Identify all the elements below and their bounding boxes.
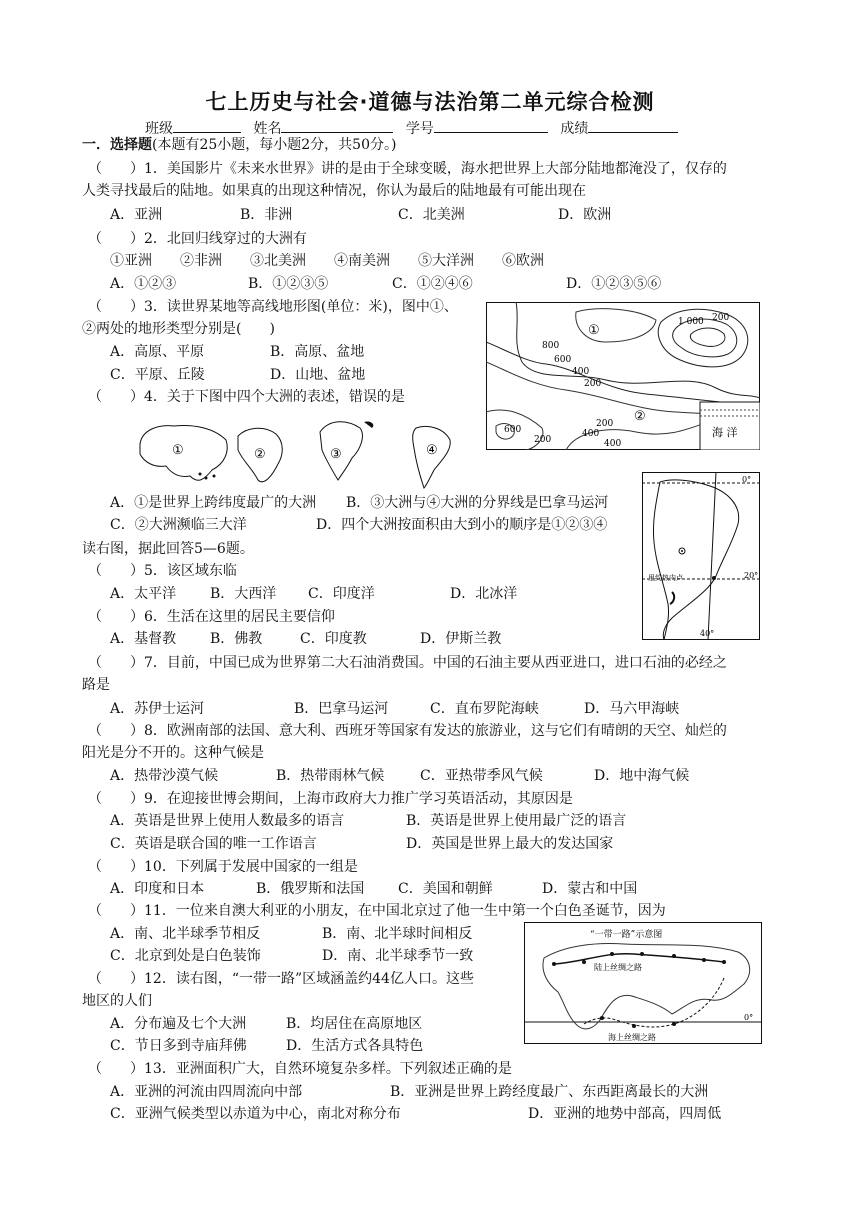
latitude-label: 20° bbox=[744, 571, 759, 580]
silk-road-sea-label: 海上丝绸之路 bbox=[608, 1033, 656, 1042]
option[interactable]: D．①②③⑤⑥ bbox=[566, 276, 662, 292]
map-label-1: ① bbox=[588, 323, 600, 338]
option[interactable]: B．大西洋 bbox=[210, 586, 277, 602]
option[interactable]: C．亚热带季风气候 bbox=[420, 768, 543, 784]
q2-options bbox=[110, 275, 750, 293]
option[interactable]: C．北京到处是白色装饰 bbox=[110, 948, 261, 964]
q1-options bbox=[110, 206, 750, 224]
contour-label: 600 bbox=[554, 355, 572, 365]
continent-label-3: ③ bbox=[330, 447, 342, 462]
option[interactable]: C．直布罗陀海峡 bbox=[430, 701, 539, 717]
option[interactable]: C．美国和朝鲜 bbox=[398, 881, 493, 897]
class-blank[interactable] bbox=[173, 118, 241, 133]
option[interactable]: C．印度教 bbox=[300, 631, 367, 647]
continent-label-1: ① bbox=[172, 443, 184, 458]
q3-options-row2 bbox=[110, 366, 470, 384]
continent-label-4: ④ bbox=[426, 443, 438, 458]
option[interactable]: D．马六甲海峡 bbox=[584, 701, 680, 717]
option[interactable]: A．苏伊士运河 bbox=[110, 701, 205, 717]
ocean-label: 海 洋 bbox=[712, 426, 738, 439]
option[interactable]: D．南、北半球季节一致 bbox=[322, 948, 474, 964]
q8-options bbox=[110, 767, 750, 785]
option[interactable]: B．亚洲是世界上跨经度最广、东西距离最长的大洲 bbox=[390, 1084, 709, 1100]
student-info-line bbox=[145, 118, 686, 138]
q12-options-row2 bbox=[110, 1037, 510, 1055]
contour-label: 400 bbox=[572, 367, 590, 377]
option[interactable]: D．生活方式各具特色 bbox=[286, 1038, 424, 1054]
contour-label: 400 bbox=[582, 429, 600, 439]
q3-text-1: （ ）3．读世界某地等高线地形图(单位：米)，图中①、 bbox=[88, 299, 458, 315]
section-title: 一．选择题 bbox=[82, 137, 152, 153]
id-label: 学号 bbox=[405, 121, 434, 137]
belt-and-road-figure bbox=[524, 922, 762, 1044]
belt-figure-title: “一带一路”示意图 bbox=[590, 930, 663, 940]
option[interactable]: A．太平洋 bbox=[110, 586, 177, 602]
option[interactable]: D．山地、盆地 bbox=[270, 367, 366, 383]
q4-text: （ ）4．关于下图中四个大洲的表述，错误的是 bbox=[88, 389, 405, 405]
q11-text: （ ）11．一位来自澳大利亚的小朋友，在中国北京过了他一生中第一个白色圣诞节，因为 bbox=[88, 903, 666, 919]
latitude-label: 40° bbox=[700, 629, 715, 638]
name-label: 姓名 bbox=[253, 121, 282, 137]
contour-label: 400 bbox=[604, 439, 622, 449]
contour-label: 800 bbox=[542, 341, 560, 351]
south-america-figure bbox=[642, 472, 760, 640]
contour-label: 1 000 bbox=[678, 317, 704, 327]
q5-6-stem: 读右图，据此回答5—6题。 bbox=[82, 541, 254, 557]
q7-text-2: 路是 bbox=[82, 677, 110, 693]
option[interactable]: D．亚洲的地势中部高，四周低 bbox=[528, 1106, 722, 1122]
q12-text-1: （ ）12．读右图，“一带一路”区域涵盖约44亿人口。这些 bbox=[88, 971, 474, 987]
map-label-2: ② bbox=[634, 409, 646, 424]
q13-options-row2 bbox=[110, 1105, 750, 1123]
option[interactable]: B．热带雨林气候 bbox=[276, 768, 385, 784]
q8-text-2: 阳光是分不开的。这种气候是 bbox=[82, 745, 264, 761]
q8-text-1: （ ）8．欧洲南部的法国、意大利、西班牙等国家有发达的旅游业，这与它们有晴朗的天空、灿烂的 bbox=[88, 723, 727, 739]
option[interactable]: A．英语是世界上使用人数最多的语言 bbox=[110, 813, 345, 829]
continent-label-2: ② bbox=[254, 447, 266, 462]
option[interactable]: D．北冰洋 bbox=[450, 586, 518, 602]
contour-label: 200 bbox=[534, 435, 552, 445]
option[interactable]: A．分布遍及七个大洲 bbox=[110, 1016, 247, 1032]
option[interactable]: D．地中海气候 bbox=[594, 768, 690, 784]
option[interactable]: D．伊斯兰教 bbox=[420, 631, 502, 647]
option[interactable]: D．英国是世界上最大的发达国家 bbox=[406, 836, 614, 852]
option[interactable]: B．非洲 bbox=[240, 207, 293, 223]
option[interactable]: C．节日多到寺庙拜佛 bbox=[110, 1038, 247, 1054]
q4-options-row2 bbox=[110, 516, 650, 534]
option[interactable]: A．亚洲 bbox=[110, 207, 163, 223]
option[interactable]: B．俄罗斯和法国 bbox=[256, 881, 365, 897]
option[interactable]: A．热带沙漠气候 bbox=[110, 768, 219, 784]
silk-road-land-label: 陆上丝绸之路 bbox=[594, 963, 642, 972]
option[interactable]: A．①是世界上跨纬度最广的大洲 bbox=[110, 495, 317, 511]
option[interactable]: A．高原、平原 bbox=[110, 344, 205, 360]
name-blank[interactable] bbox=[281, 118, 393, 133]
option[interactable]: C．北美洲 bbox=[398, 207, 465, 223]
contour-label: 200 bbox=[596, 419, 614, 429]
q11-options-row2 bbox=[110, 947, 510, 965]
q3-text-2: ②两处的地形类型分别是( ) bbox=[82, 321, 275, 337]
option[interactable]: C．平原、丘陵 bbox=[110, 367, 205, 383]
q10-options bbox=[110, 880, 670, 898]
score-blank[interactable] bbox=[588, 118, 678, 133]
q12-options-row1 bbox=[110, 1015, 510, 1033]
q5-options bbox=[110, 585, 630, 603]
q4-options-row1 bbox=[110, 494, 650, 512]
option[interactable]: B．均居住在高原地区 bbox=[286, 1016, 423, 1032]
option[interactable]: C．①②④⑥ bbox=[392, 276, 473, 292]
contour-label: 600 bbox=[504, 425, 522, 435]
q2-text: （ ）2．北回归线穿过的大洲有 bbox=[88, 231, 307, 247]
contour-label: 200 bbox=[584, 379, 602, 389]
section-heading bbox=[82, 136, 396, 154]
q1-text-1: （ ）1．美国影片《未来水世界》讲的是由于全球变暖，海水把世界上大部分陆地都淹没了，仅存的 bbox=[88, 161, 727, 177]
q5-text: （ ）5．该区域东临 bbox=[88, 563, 237, 579]
equator-label: 0° bbox=[744, 1013, 754, 1022]
city-label: 里约热内卢 bbox=[648, 574, 683, 582]
option[interactable]: B．佛教 bbox=[210, 631, 263, 647]
id-blank[interactable] bbox=[434, 118, 548, 133]
option[interactable]: A．印度和日本 bbox=[110, 881, 205, 897]
q13-options-row1 bbox=[110, 1083, 750, 1101]
contour-label: 200 bbox=[712, 313, 730, 323]
q2-items: ①亚洲 ②非洲 ③北美洲 ④南美洲 ⑤大洋洲 ⑥欧洲 bbox=[110, 253, 544, 269]
contour-map-figure bbox=[486, 302, 760, 450]
page-title: 七上历史与社会·道德与法治第二单元综合检测 bbox=[205, 90, 655, 114]
q7-options bbox=[110, 700, 750, 718]
q9-text: （ ）9．在迎接世博会期间，上海市政府大力推广学习英语活动，其原因是 bbox=[88, 791, 573, 807]
option[interactable]: C．②大洲濒临三大洋 bbox=[110, 517, 247, 533]
option[interactable]: D．欧洲 bbox=[558, 207, 612, 223]
q3-options-row1 bbox=[110, 343, 470, 361]
four-continents-figure bbox=[134, 414, 470, 490]
option[interactable]: B．巴拿马运河 bbox=[294, 701, 389, 717]
option[interactable]: C．英语是联合国的唯一工作语言 bbox=[110, 836, 317, 852]
option[interactable]: A．亚洲的河流由四周流向中部 bbox=[110, 1084, 303, 1100]
class-label: 班级 bbox=[145, 121, 173, 137]
option[interactable]: A．基督教 bbox=[110, 631, 177, 647]
option[interactable]: B．①②③⑤ bbox=[248, 276, 329, 292]
q11-options-row1 bbox=[110, 925, 510, 943]
option[interactable]: A．南、北半球季节相反 bbox=[110, 926, 261, 942]
q10-text: （ ）10．下列属于发展中国家的一组是 bbox=[88, 859, 358, 875]
q9-options-row1 bbox=[110, 812, 670, 830]
q9-options-row2 bbox=[110, 835, 670, 853]
latitude-label: 0° bbox=[742, 475, 752, 484]
option[interactable]: A．①②③ bbox=[110, 276, 177, 292]
q1-text-2: 人类寻找最后的陆地。如果真的出现这种情况，你认为最后的陆地最有可能出现在 bbox=[82, 183, 586, 199]
q7-text-1: （ ）7．目前，中国已成为世界第二大石油消费国。中国的石油主要从西亚进口，进口石油的必经之 bbox=[88, 655, 727, 671]
q6-options bbox=[110, 630, 630, 648]
q6-text: （ ）6．生活在这里的居民主要信仰 bbox=[88, 609, 335, 625]
option[interactable]: B．③大洲与④大洲的分界线是巴拿马运河 bbox=[346, 495, 609, 511]
option[interactable]: D．四个大洲按面积由大到小的顺序是①②③④ bbox=[316, 517, 608, 533]
q12-text-2: 地区的人们 bbox=[82, 993, 152, 1009]
score-label: 成绩 bbox=[560, 121, 589, 137]
option[interactable]: D．蒙古和中国 bbox=[542, 881, 638, 897]
option[interactable]: B．高原、盆地 bbox=[270, 344, 365, 360]
section-note: (本题有25小题，每小题2分，共50分。) bbox=[152, 137, 397, 153]
q13-text: （ ）13．亚洲面积广大，自然环境复杂多样。下列叙述正确的是 bbox=[88, 1061, 512, 1077]
option[interactable]: B．南、北半球时间相反 bbox=[322, 926, 473, 942]
option[interactable]: B．英语是世界上使用最广泛的语言 bbox=[406, 813, 627, 829]
option[interactable]: C．亚洲气候类型以赤道为中心，南北对称分布 bbox=[110, 1106, 401, 1122]
option[interactable]: C．印度洋 bbox=[308, 586, 375, 602]
